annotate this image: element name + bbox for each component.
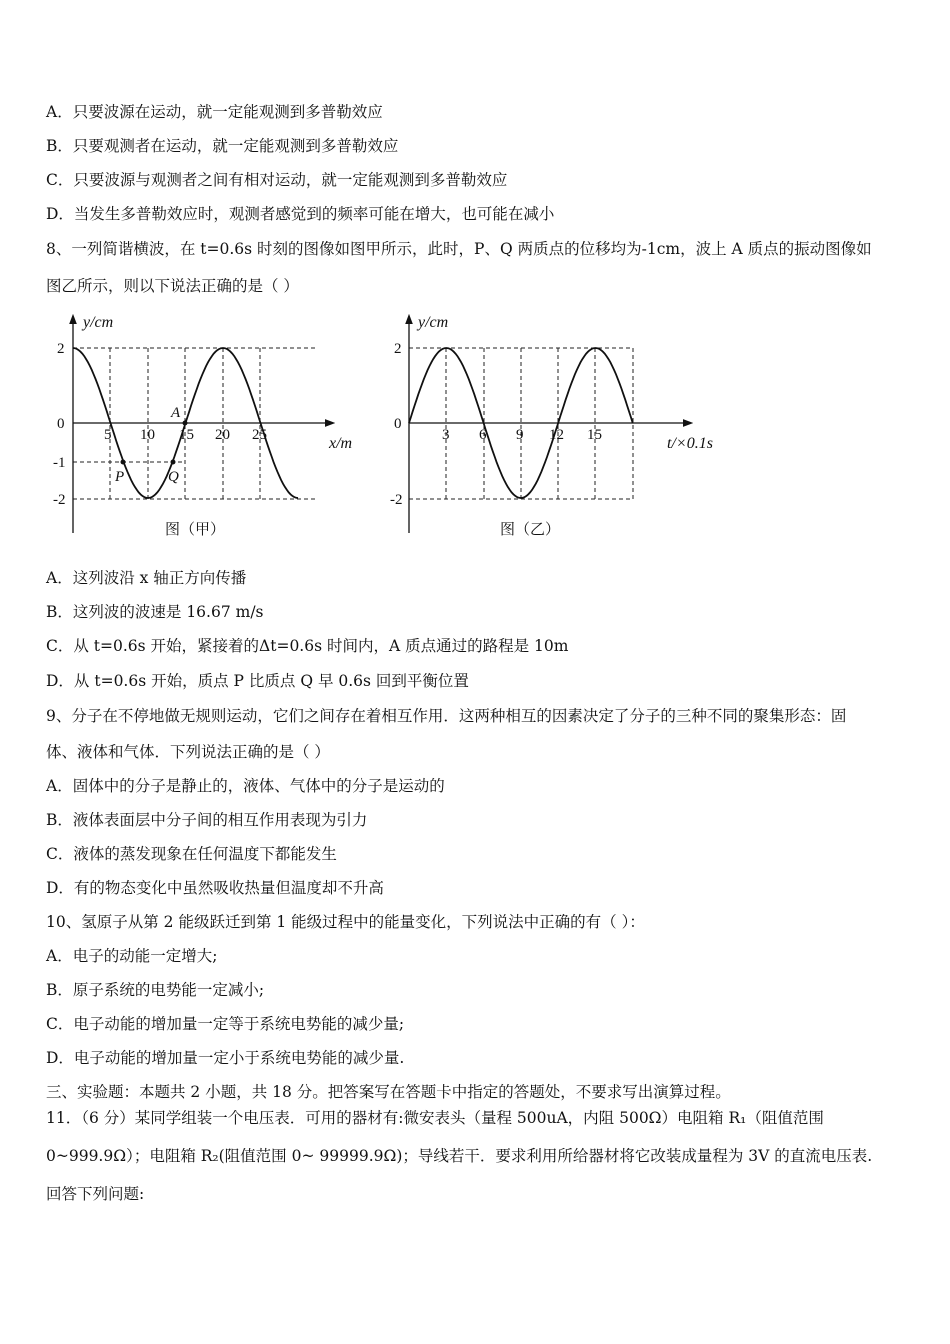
q11-line2: 0~999.9Ω）；电阻箱 R₂(阻值范围 0~ 99999.9Ω)；导线若干．要求利用所给器材将它改装成量程为 3V 的直流电压表.: [46, 1147, 873, 1165]
q11-line1: 11．（6 分）某同学组装一个电压表．可用的器材有:微安表头（量程 500uA，内阻 500Ω）电阻箱 R₁（阻值范围: [46, 1109, 824, 1127]
point-p: [121, 460, 126, 465]
q8-option-d: D．从 t=0.6s 开始，质点 P 比质点 Q 早 0.6s 回到平衡位置: [46, 672, 469, 690]
y-axis-label: y/cm: [418, 314, 449, 331]
q8-stem-line1: 8、一列简谐横波，在 t=0.6s 时刻的图像如图甲所示，此时，P、Q 两质点的位移均为-1cm，波上 A 质点的振动图像如: [46, 240, 872, 258]
label-a: A: [171, 405, 181, 421]
y-axis-label: y/cm: [83, 314, 114, 331]
q7-option-a: A．只要波源在运动，就一定能观测到多普勒效应: [46, 103, 383, 121]
label-p: P: [115, 469, 125, 485]
q7-option-c: C．只要波源与观测者之间有相对运动，就一定能观测到多普勒效应: [46, 171, 508, 189]
y-tick-0: 0: [394, 416, 402, 432]
q10-option-a: A．电子的动能一定增大;: [46, 947, 218, 965]
caption-yi: 图（乙）: [500, 522, 561, 538]
q9-stem-line1: 9、分子在不停地做无规则运动，它们之间存在着相互作用．这两种相互的因素决定了分子的三种不同的聚集形态：固: [46, 707, 847, 725]
q9-option-a: A．固体中的分子是静止的，液体、气体中的分子是运动的: [46, 777, 445, 795]
y-tick-0: 0: [57, 416, 65, 432]
y-tick-neg2: -2: [53, 492, 66, 508]
point-a: [183, 421, 188, 426]
q10-option-d: D．电子动能的增加量一定小于系统电势能的减少量.: [46, 1049, 405, 1067]
q8-option-b: B．这列波的波速是 16.67 m/s: [46, 603, 264, 621]
q7-option-b: B．只要观测者在运动，就一定能观测到多普勒效应: [46, 137, 399, 155]
t-axis-label: t/×0.1s: [667, 435, 713, 452]
x-tick-15: 15: [179, 427, 194, 443]
t-tick-6: 6: [479, 427, 487, 443]
x-tick-10: 10: [140, 427, 155, 443]
q9-stem-line2: 体、液体和气体．下列说法正确的是（ ）: [46, 743, 330, 761]
y-tick-neg1: -1: [53, 455, 66, 471]
q9-option-b: B．液体表面层中分子间的相互作用表现为引力: [46, 811, 368, 829]
t-tick-15: 15: [587, 427, 602, 443]
q11-line3: 回答下列问题:: [46, 1185, 145, 1203]
y-tick-2: 2: [57, 341, 65, 357]
x-tick-5: 5: [104, 427, 112, 443]
x-axis-label: x/m: [329, 435, 353, 452]
vibration-graph-yi: [380, 305, 725, 550]
section-3-heading: 三、实验题：本题共 2 小题，共 18 分。把答案写在答题卡中指定的答题处，不要求写出演算过程。: [46, 1083, 731, 1101]
x-tick-20: 20: [215, 427, 230, 443]
q9-option-c: C．液体的蒸发现象在任何温度下都能发生: [46, 845, 337, 863]
y-tick-2: 2: [394, 341, 402, 357]
q10-option-b: B．原子系统的电势能一定减小;: [46, 981, 265, 999]
t-tick-3: 3: [442, 427, 450, 443]
q10-stem: 10、氢原子从第 2 能级跃迁到第 1 能级过程中的能量变化，下列说法中正确的有（ ）：: [46, 913, 645, 931]
x-tick-25: 25: [252, 427, 267, 443]
t-tick-12: 12: [549, 427, 564, 443]
q7-option-d: D．当发生多普勒效应时，观测者感觉到的频率可能在增大，也可能在减小: [46, 205, 555, 223]
q8-option-c: C．从 t=0.6s 开始，紧接着的Δt=0.6s 时间内，A 质点通过的路程是 10m: [46, 637, 569, 655]
t-tick-9: 9: [516, 427, 524, 443]
q9-option-d: D．有的物态变化中虽然吸收热量但温度却不升高: [46, 879, 384, 897]
q8-stem-line2: 图乙所示，则以下说法正确的是（ ）: [46, 277, 299, 295]
wave-graph-jia: [40, 305, 380, 550]
caption-jia: 图（甲）: [165, 522, 226, 538]
y-tick-neg2: -2: [390, 492, 403, 508]
point-q: [171, 460, 176, 465]
q10-option-c: C．电子动能的增加量一定等于系统电势能的减少量;: [46, 1015, 405, 1033]
q8-option-a: A．这列波沿 x 轴正方向传播: [46, 569, 247, 587]
label-q: Q: [168, 469, 179, 485]
